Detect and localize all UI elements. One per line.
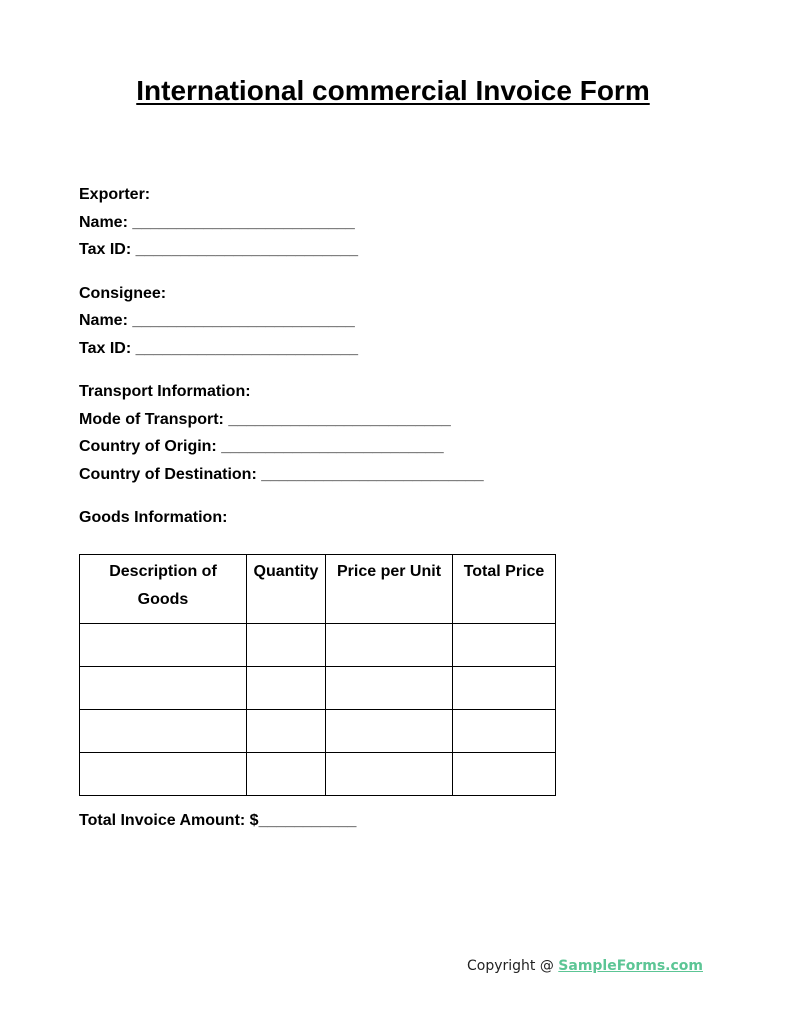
consignee-name-row: [79, 307, 719, 335]
consignee-tax-row: [79, 335, 719, 363]
exporter-name-field[interactable]: _________________________: [132, 213, 355, 231]
price-per-unit-cell[interactable]: [326, 666, 453, 709]
price-per-unit-cell[interactable]: [326, 623, 453, 666]
total-invoice-field[interactable]: ___________: [258, 811, 357, 829]
destination-row: [79, 461, 719, 489]
destination-label: Country of Destination:: [79, 465, 257, 483]
transport-mode-field[interactable]: _________________________: [228, 410, 451, 428]
quantity-cell[interactable]: [247, 752, 326, 795]
form-body: [79, 181, 719, 833]
table-row: [80, 709, 556, 752]
footer-copyright: [467, 955, 703, 977]
column-header-quantity: Quantity: [247, 554, 326, 623]
description-cell[interactable]: [80, 623, 247, 666]
exporter-tax-field[interactable]: _________________________: [135, 241, 359, 258]
spacer: [79, 532, 719, 554]
origin-row: [79, 433, 719, 461]
consignee-heading: Consignee:: [79, 284, 167, 302]
spacer: [79, 488, 719, 504]
exporter-heading: Exporter:: [79, 186, 151, 203]
destination-field[interactable]: _________________________: [261, 465, 484, 483]
transport-mode-label: Mode of Transport:: [79, 410, 224, 428]
table-row: [80, 752, 556, 795]
origin-field[interactable]: _________________________: [221, 438, 444, 455]
transport-mode-row: [79, 406, 719, 434]
column-header-price-per-unit: Price per Unit: [326, 554, 453, 623]
consignee-name-field[interactable]: _________________________: [132, 312, 355, 329]
goods-table: [79, 554, 556, 796]
quantity-cell[interactable]: [247, 709, 326, 752]
exporter-name-label: Name:: [79, 213, 128, 231]
quantity-cell[interactable]: [247, 623, 326, 666]
description-cell[interactable]: [80, 709, 247, 752]
goods-heading: Goods Information:: [79, 509, 228, 526]
transport-heading: Transport Information:: [79, 383, 251, 400]
spacer: [79, 362, 719, 378]
total-invoice-row: [79, 809, 719, 833]
page-title: International commercial Invoice Form: [136, 75, 650, 106]
total-price-cell[interactable]: [453, 623, 556, 666]
origin-label: Country of Origin:: [79, 438, 217, 455]
total-price-cell[interactable]: [453, 709, 556, 752]
total-invoice-label: Total Invoice Amount: $: [79, 811, 259, 829]
description-cell[interactable]: [80, 666, 247, 709]
description-cell[interactable]: [80, 752, 247, 795]
sampleforms-link[interactable]: SampleForms.com: [558, 958, 703, 974]
table-row: [80, 623, 556, 666]
consignee-name-label: Name:: [79, 312, 128, 329]
column-header-total-price: Total Price: [453, 554, 556, 623]
price-per-unit-cell[interactable]: [326, 709, 453, 752]
copyright-text: Copyright @: [466, 958, 559, 974]
exporter-tax-label: Tax ID:: [79, 241, 132, 258]
exporter-tax-row: [79, 236, 719, 264]
total-price-cell[interactable]: [453, 752, 556, 795]
consignee-tax-field[interactable]: _________________________: [135, 339, 359, 357]
table-row: [80, 666, 556, 709]
total-price-cell[interactable]: [453, 666, 556, 709]
table-header-row: [80, 554, 556, 623]
column-header-description: Description of Goods: [80, 554, 247, 623]
spacer: [79, 264, 719, 280]
quantity-cell[interactable]: [247, 666, 326, 709]
consignee-tax-label: Tax ID:: [79, 339, 132, 357]
exporter-name-row: [79, 209, 719, 237]
price-per-unit-cell[interactable]: [326, 752, 453, 795]
